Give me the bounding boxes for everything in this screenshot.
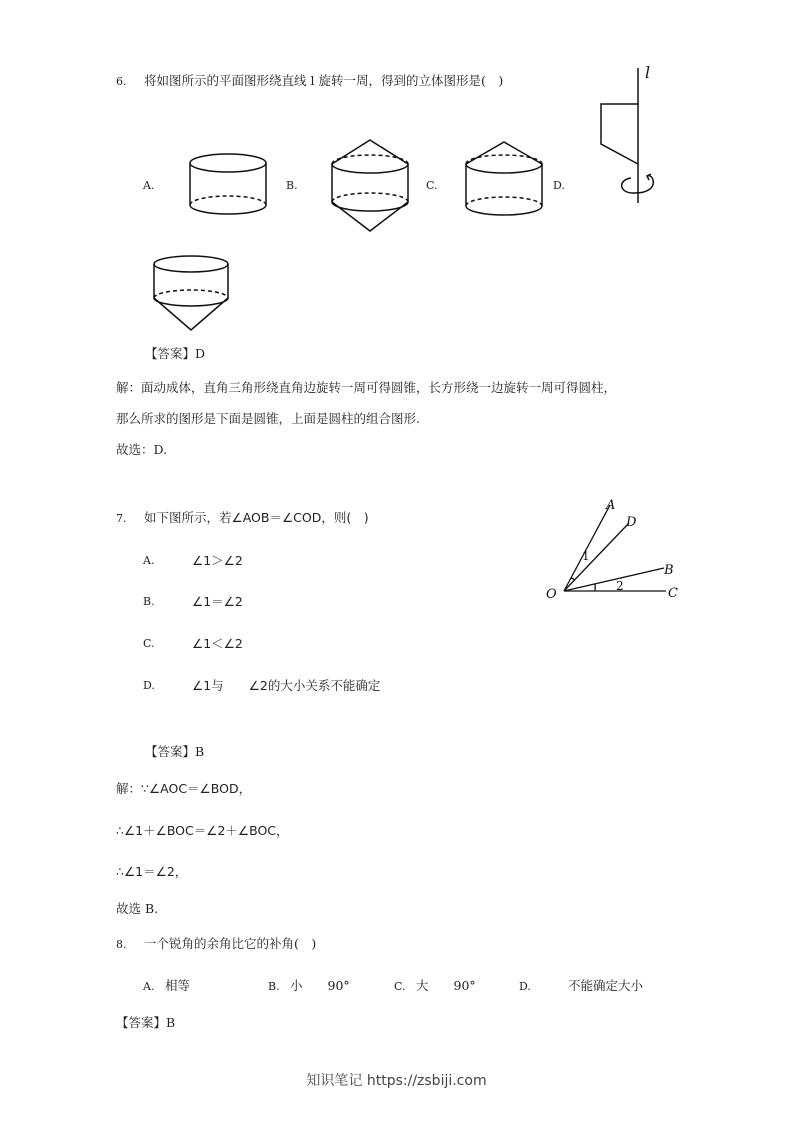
q6-stem: 将如图所示的平面图形绕直线 l 旋转一周，得到的立体图形是( ) xyxy=(144,73,504,88)
q7-option-a-label: A. xyxy=(143,554,155,567)
q6-option-a-cylinder-figure xyxy=(185,150,271,220)
q7-option-c-text: ∠1＜∠2 xyxy=(192,636,243,651)
q7-solution-line-2: ∴∠1＋∠BOC＝∠2＋∠BOC， xyxy=(116,823,289,838)
q8-option-a-text: 相等 xyxy=(165,978,191,993)
q8-option-b-text: 小 90° xyxy=(290,978,350,993)
q7-option-d-text: ∠1与 ∠2的大小关系不能确定 xyxy=(192,678,381,693)
q6-option-d-label: D. xyxy=(553,179,565,192)
q6-option-b-label: B. xyxy=(286,179,298,192)
q7-option-b-label: B. xyxy=(143,595,155,608)
q6-axis-label: l xyxy=(645,63,651,82)
q7-option-c-label: C. xyxy=(143,637,155,650)
q6-option-b-cone-cylinder-cone-figure xyxy=(326,136,416,236)
q7-label-o: O xyxy=(546,587,557,602)
q8-option-c-label: C. xyxy=(394,980,406,993)
q7-angle-2-label: 2 xyxy=(616,579,624,593)
q8-stem: 一个锐角的余角比它的补角( ) xyxy=(144,936,317,951)
q6-option-d-cylinder-cone-bottom-figure xyxy=(149,252,235,336)
q7-option-d-label: D. xyxy=(143,679,155,692)
q6-answer: 【答案】D xyxy=(145,346,206,361)
q7-solution-line-1: 解：∵∠AOC＝∠BOD， xyxy=(116,781,252,796)
q6-solution-line-1: 解：面动成体，直角三角形绕直角边旋转一周可得圆锥，长方形绕一边旋转一周可得圆柱， xyxy=(116,380,617,395)
q8-number: 8. xyxy=(116,938,127,951)
q6-number: 6. xyxy=(116,75,127,88)
q7-angle-figure xyxy=(540,495,690,605)
q6-solution-line-3: 故选：D. xyxy=(116,442,168,457)
q6-option-c-label: C. xyxy=(426,179,438,192)
q8-option-d-label: D. xyxy=(519,980,531,993)
q8-option-b-label: B. xyxy=(268,980,280,993)
q7-label-b: B xyxy=(664,563,674,578)
q7-angle-1-label: 1 xyxy=(582,549,590,563)
page-footer: 知识笔记 https://zsbiji.com xyxy=(306,1073,487,1089)
q8-option-c-text: 大 90° xyxy=(416,978,476,993)
q7-answer: 【答案】B xyxy=(145,744,205,759)
q7-label-a: A xyxy=(606,498,616,513)
q7-number: 7. xyxy=(116,512,127,525)
q6-solution-line-2: 那么所求的图形是下面是圆锥，上面是圆柱的组合图形. xyxy=(116,411,420,426)
q7-label-c: C xyxy=(668,586,678,601)
q8-option-a-label: A. xyxy=(143,980,155,993)
q6-plane-figure-with-axis xyxy=(595,60,665,210)
q7-solution-line-4: 故选 B. xyxy=(116,901,159,916)
q7-option-b-text: ∠1＝∠2 xyxy=(192,594,243,609)
q6-option-c-cone-top-cylinder-figure xyxy=(460,138,550,224)
q7-stem: 如下图所示，若∠AOB＝∠COD，则( ) xyxy=(144,510,369,525)
q8-option-d-text: 不能确定大小 xyxy=(568,978,644,993)
q7-solution-line-3: ∴∠1＝∠2， xyxy=(116,864,188,879)
q7-label-d: D xyxy=(626,515,637,530)
q6-option-a-label: A. xyxy=(143,179,155,192)
q8-answer: 【答案】B xyxy=(116,1015,176,1030)
q7-option-a-text: ∠1＞∠2 xyxy=(192,553,243,568)
